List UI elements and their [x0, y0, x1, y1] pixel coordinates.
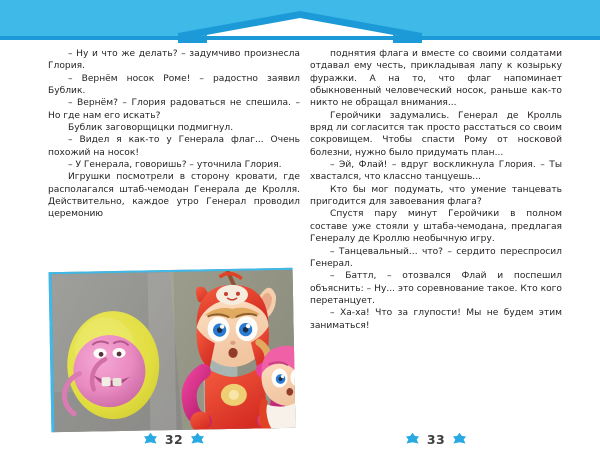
flower-icon [405, 432, 420, 447]
cartoon-scene-artwork [52, 270, 296, 432]
paragraph: – Танцевальный... что? – сердито переспросил Генерал. [310, 246, 562, 269]
flower-icon [452, 432, 467, 447]
paragraph: – Эй, Флай! – вдруг воскликнула Глория. – Ты хвастался, что классно танцуешь... [310, 160, 562, 183]
illustration-container [48, 266, 300, 441]
paragraph: Спустя пару минут Геройчики в полном составе уже стояли у штаба-чемодана, предлагая Генералу де Кроллю необычную игру. [310, 209, 562, 245]
paragraph: Кто бы мог подумать, что умение танцевать пригодится для завоевания флага? [310, 184, 562, 208]
header-decorative-band [0, 0, 600, 40]
paragraph: поднятия флага и вместе со своими солдатами отдавал ему честь, прикладывая лапу к козырьку фуражки. А на то, что флаг напоминает обыкновенный человеческий носок, раньше как-то никто не обращал внимания... [310, 49, 562, 109]
paragraph: – Видел я как-то у Генерала флаг... Очень похожий на носок! [48, 135, 300, 158]
folio-right [310, 428, 562, 450]
right-page-text-block [310, 48, 562, 332]
folio-left [48, 428, 300, 450]
spread-body [0, 48, 600, 458]
paragraph: – Ха-ха! Что за глупости! Мы не будем этим заниматься! [310, 308, 562, 331]
cartoon-scene-image [49, 268, 296, 432]
paragraph: Бублик заговорщицки подмигнул. [68, 123, 234, 134]
paragraph: Геройчики задумались. Генерал де Кролль вряд ли согласится так просто расстаться со своим сокровищем. Чтобы спасти Рому от носковой болезни, нужно было придумать план... [310, 110, 562, 158]
page-number: 33 [426, 431, 446, 447]
paragraph: – Ну и что же делать? – задумчиво произнесла Глория. [48, 49, 300, 72]
page-right [310, 48, 562, 458]
page-number: 32 [164, 431, 184, 447]
paragraph: Игрушки посмотрели в сторону кровати, где располагался штаб-чемодан Генерала де Кролля. Действительно, каждое утро Генерал проводил церемонию [48, 172, 300, 220]
paragraph: – У Генерала, говоришь? – уточнила Глория. [68, 160, 282, 171]
header-band-rule [0, 36, 600, 40]
paragraph: – Вернём носок Роме! – радостно заявил Бублик. [48, 73, 300, 97]
flower-icon [190, 432, 205, 447]
flower-icon [143, 432, 158, 447]
paragraph: – Вернём? – Глория радоваться не спешила. – Но где нам его искать? [48, 98, 300, 121]
left-page-text-block [48, 48, 300, 221]
page-left [48, 48, 300, 458]
paragraph: – Баттл, – отозвался Флай и поспешил объяснить: – Ну... это соревнование такое. Кто кого перетанцует. [310, 271, 562, 306]
